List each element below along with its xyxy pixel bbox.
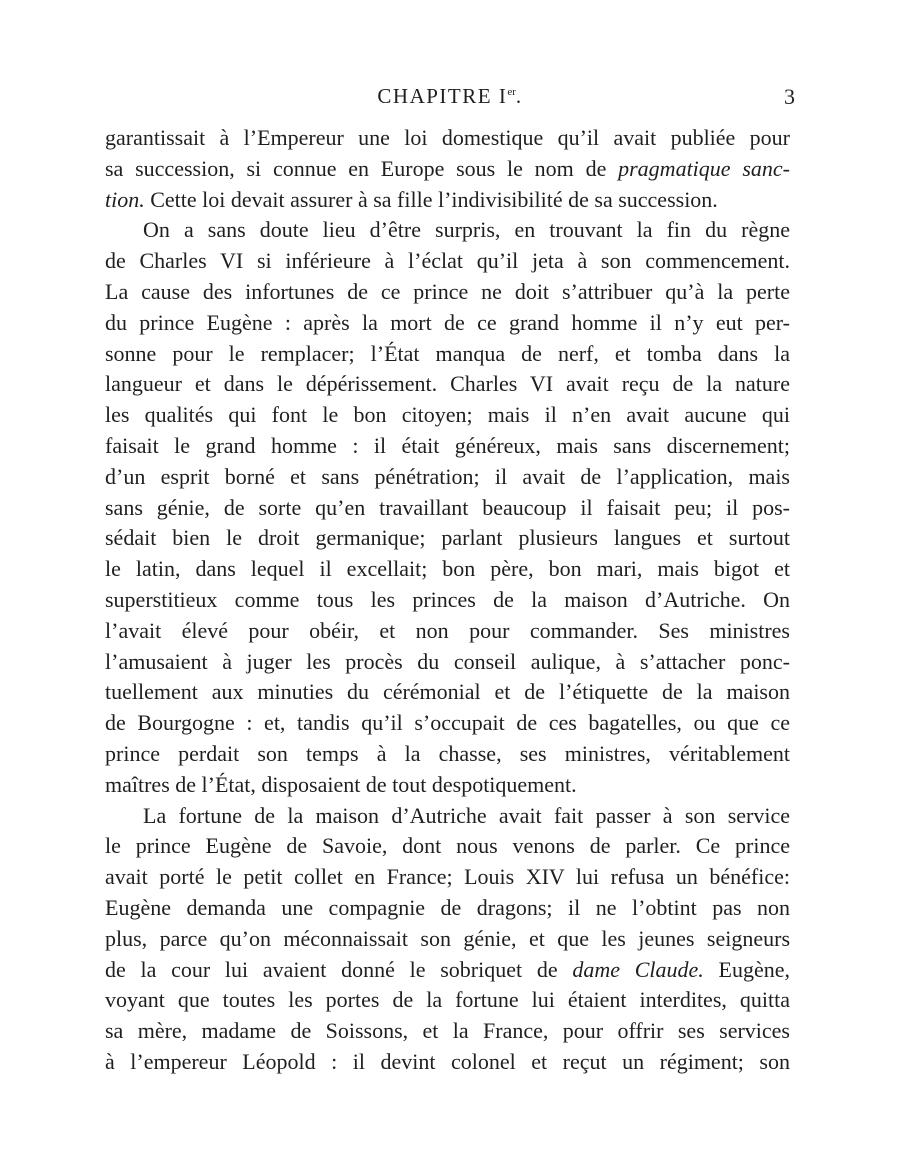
text-line xyxy=(105,985,790,1016)
text-line xyxy=(105,893,790,924)
text-run: On a sans doute lieu d’être surpris, en trouvant la fin du règne xyxy=(143,217,790,243)
text-line xyxy=(105,246,790,277)
text-run: l’avait élevé pour obéir, et non pour commander. Ses ministres xyxy=(105,617,790,643)
text-line xyxy=(105,770,790,801)
text-line xyxy=(105,123,790,154)
text-line xyxy=(105,1016,790,1047)
text-line xyxy=(105,462,790,493)
text-line xyxy=(105,739,790,770)
text-run: le latin, dans lequel il excellait; bon père, bon mari, mais bigot et xyxy=(105,556,790,582)
text-run: de Bourgogne : et, tandis qu’il s’occupait de ces bagatelles, ou que ce xyxy=(105,710,790,736)
text-run: langueur et dans le dépérissement. Charles VI avait reçu de la nature xyxy=(105,371,790,397)
text-line xyxy=(105,677,790,708)
text-run: d’un esprit borné et sans pénétration; il avait de l’application, mais xyxy=(105,463,790,489)
text-line xyxy=(105,801,790,832)
text-run: de la cour lui avaient donné le sobriquet de xyxy=(105,956,573,982)
text-run: maîtres de l’État, disposaient de tout despotiquement. xyxy=(105,771,577,797)
text-run: sédait bien le droit germanique; parlant plusieurs langues et surtout xyxy=(105,525,790,551)
italic-text: tion. xyxy=(105,186,145,212)
text-run: sa mère, madame de Soissons, et la France, pour offrir ses services xyxy=(105,1018,790,1044)
text-run: Cette loi devait assurer à sa fille l’indivisibilité de sa succession. xyxy=(144,186,718,212)
text-run: La cause des infortunes de ce prince ne doit s’attribuer qu’à la perte xyxy=(105,278,790,304)
text-run: Eugène, xyxy=(703,956,790,982)
text-run: sa succession, si connue en Europe sous le nom de xyxy=(105,155,619,181)
text-line xyxy=(105,339,790,370)
text-line xyxy=(105,523,790,554)
page-number: 3 xyxy=(784,84,795,109)
text-line xyxy=(105,215,790,246)
chapter-label: CHAPITRE I xyxy=(377,84,508,108)
text-run: du prince Eugène : après la mort de ce grand homme il n’y eut per- xyxy=(105,309,790,335)
text-run: voyant que toutes les portes de la fortune lui étaient interdites, quitta xyxy=(105,987,790,1013)
text-line xyxy=(105,154,790,185)
text-line xyxy=(105,585,790,616)
text-run: garantissait à l’Empereur une loi domestique qu’il avait publiée pour xyxy=(105,125,790,150)
text-run: faisait le grand homme : il était généreux, mais sans discernement; xyxy=(105,432,790,458)
text-line xyxy=(105,369,790,400)
text-line xyxy=(105,616,790,647)
text-run: tuellement aux minuties du cérémonial et de l’étiquette de la maison xyxy=(105,679,790,705)
chapter-period: . xyxy=(515,84,523,108)
text-run: de Charles VI si inférieure à l’éclat qu’il jeta à son commencement. xyxy=(105,248,790,274)
text-run: superstitieux comme tous les princes de la maison d’Autriche. On xyxy=(105,586,790,612)
text-line xyxy=(105,431,790,462)
text-run: sonne pour le remplacer; l’État manqua de nerf, et tomba dans la xyxy=(105,340,790,366)
running-head xyxy=(105,84,795,114)
text-line xyxy=(105,308,790,339)
text-line xyxy=(105,862,790,893)
text-run: le prince Eugène de Savoie, dont nous venons de parler. Ce prince xyxy=(105,833,790,859)
text-run: plus, parce qu’on méconnaissait son génie, et que les jeunes seigneurs xyxy=(105,925,790,951)
text-line xyxy=(105,708,790,739)
text-line xyxy=(105,955,790,986)
italic-text: dame Claude. xyxy=(572,956,704,982)
text-run: La fortune de la maison d’Autriche avait fait passer à son service xyxy=(143,802,790,828)
text-run: avait porté le petit collet en France; Louis XIV lui refusa un bénéfice: xyxy=(105,864,790,890)
text-line xyxy=(105,647,790,678)
text-line xyxy=(105,831,790,862)
text-run: les qualités qui font le bon citoyen; mais il n’en avait aucune qui xyxy=(105,402,790,428)
text-line xyxy=(105,493,790,524)
chapter-superscript: er xyxy=(507,86,516,98)
text-line xyxy=(105,1047,790,1078)
text-run: Eugène demanda une compagnie de dragons; il ne l’obtint pas non xyxy=(105,894,790,920)
text-run: sans génie, de sorte qu’en travaillant beaucoup il faisait peu; il pos- xyxy=(105,494,790,520)
text-line xyxy=(105,924,790,955)
text-line xyxy=(105,554,790,585)
text-run: prince perdait son temps à la chasse, ses ministres, véritablement xyxy=(105,740,790,766)
body-text xyxy=(105,123,790,1078)
text-line xyxy=(105,185,790,216)
text-run: à l’empereur Léopold : il devint colonel et reçut un régiment; son xyxy=(105,1048,790,1074)
text-line xyxy=(105,277,790,308)
text-run: l’amusaient à juger les procès du conseil aulique, à s’attacher ponc- xyxy=(105,648,790,674)
text-line xyxy=(105,400,790,431)
chapter-title xyxy=(105,84,795,109)
italic-text: pragmatique sanc- xyxy=(618,155,790,181)
